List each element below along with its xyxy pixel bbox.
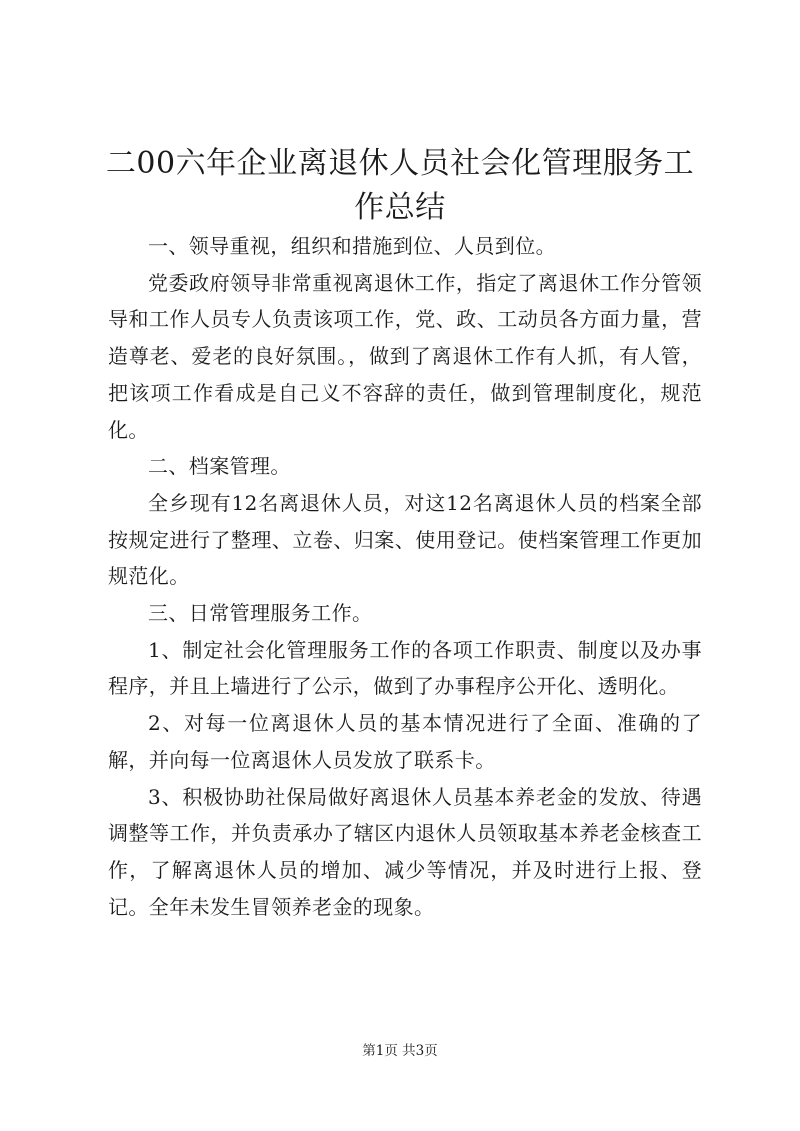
- section-heading-leadership: 一、领导重视，组织和措施到位、人员到位。: [148, 234, 556, 258]
- section-heading-archives: 二、档案管理。: [148, 454, 291, 479]
- document-title: 二00六年企业离退休人员社会化管理服务工作总结: [105, 146, 695, 225]
- paragraph-archives: 全乡现有12名离退休人员，对这12名离退休人员的档案全部按规定进行了整理、立卷、归案、使用登记。使档案管理工作更加规范化。: [108, 490, 702, 589]
- section-heading-daily-service: 三、日常管理服务工作。: [148, 601, 373, 626]
- list-item-1: 1、制定社会化管理服务工作的各项工作职责、制度以及办事程序，并且上墙进行了公示，做到了办事程序公开化、透明化。: [108, 637, 702, 699]
- document-body: [108, 228, 702, 925]
- paragraph-leadership: 党委政府领导非常重视离退休工作，指定了离退休工作分管领导和工作人员专人负责该项工作，党、政、工动员各方面力量，营造尊老、爱老的良好氛围。，做到了离退休工作有人抓，有人管，把该项工作看成是自己义不容辞的责任，做到管理制度化，规范化。: [108, 270, 702, 442]
- page-number-footer: 第1页 共3页: [362, 1043, 438, 1059]
- list-item-2: 2、对每一位离退休人员的基本情况进行了全面、准确的了解，并向每一位离退休人员发放了联系卡。: [108, 711, 702, 772]
- list-item-3: 3、积极协助社保局做好离退休人员基本养老金的发放、待遇调整等工作，并负责承办了辖区内退休人员领取基本养老金核查工作，了解离退休人员的增加、减少等情况，并及时进行上报、登记。全年未发生冒领养老金的现象。: [108, 784, 702, 919]
